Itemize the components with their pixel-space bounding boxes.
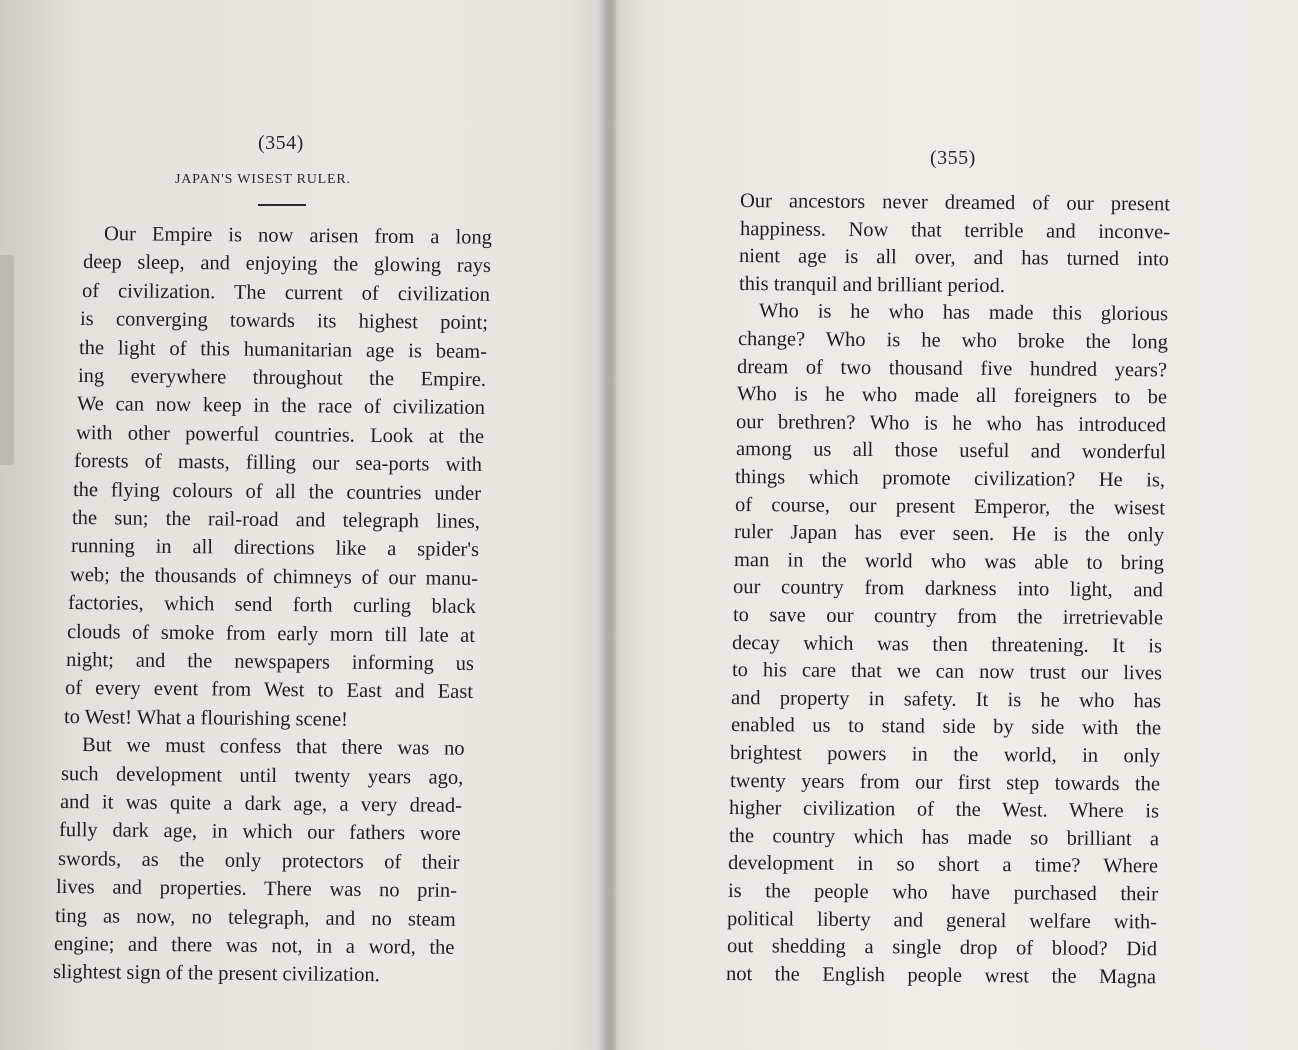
text-line: political liberty and general welfare with- xyxy=(726,907,1158,933)
text-line: this tranquil and brilliant period. xyxy=(738,272,1005,297)
text-line: change? Who is he who broke the long xyxy=(737,328,1168,354)
text-line: forests of masts, filling our sea-ports with xyxy=(74,450,483,477)
text-line: the country which has made so brilliant a xyxy=(728,824,1159,851)
text-line: of civilization. The current of civilization xyxy=(81,279,490,306)
text-line: web; the thousands of chimneys of our manu- xyxy=(69,563,478,590)
text-line: of every event from West to East and East xyxy=(64,677,473,704)
text-line: But we must confess that there was no xyxy=(82,734,466,760)
text-line: decay which was then threatening. It is xyxy=(731,631,1163,657)
text-line: such development until twenty years ago, xyxy=(61,762,464,789)
text-line: things which promote civilization? He is, xyxy=(734,466,1166,492)
text-line: happiness. Now that terrible and inconve- xyxy=(739,217,1170,243)
text-line: Who is he who has made this glorious xyxy=(758,300,1169,326)
text-line: is converging towards its highest point; xyxy=(80,308,489,335)
text-line: and property in safety. It is he who has xyxy=(730,686,1162,713)
text-line: and it was quite a dark age, a very dread- xyxy=(59,791,463,817)
text-line: brightest powers in the world, in only xyxy=(729,742,1161,768)
text-line: higher civilization of the West. Where is xyxy=(728,797,1160,823)
text-line: the sun; the rail-road and telegraph lines, xyxy=(71,507,481,533)
text-line: man in the world who was able to bring xyxy=(733,548,1164,575)
text-line: ting as now, no telegraph, and no steam xyxy=(55,904,457,931)
text-line: our country from darkness into light, and xyxy=(732,576,1164,602)
text-line: running in all directions like a spider's xyxy=(70,535,479,562)
text-line: slightest sign of the present civilization. xyxy=(52,961,380,987)
text-line: to save our country from the irretrievable xyxy=(732,604,1163,630)
text-line: twenty years from our first step towards the xyxy=(729,769,1160,795)
text-line: We can now keep in the race of civilization xyxy=(76,393,485,420)
text-line: the light of this humanitarian age is beam- xyxy=(79,336,488,363)
text-line: nient age is all over, and has turned into xyxy=(738,245,1170,271)
title-rule xyxy=(258,204,306,206)
text-line: dream of two thousand five hundred years? xyxy=(736,355,1168,381)
text-line: development in so short a time? Where xyxy=(727,852,1159,878)
text-line: with other powerful countries. Look at the xyxy=(75,421,484,448)
chapter-title: JAPAN'S WISEST RULER. xyxy=(175,172,351,187)
text-line: not the English people wrest the Magna xyxy=(725,962,1157,989)
text-line: clouds of smoke from early morn till late at xyxy=(67,620,476,647)
text-line: ing everywhere throughout the Empire. xyxy=(77,365,487,391)
text-line: deep sleep, and enjoying the glowing rays xyxy=(82,251,491,278)
page-number-right: (355) xyxy=(930,147,976,169)
text-line: to West! What a flourishing scene! xyxy=(63,705,348,731)
text-line: out shedding a single drop of blood? Did xyxy=(726,935,1157,961)
left-page xyxy=(0,0,600,1050)
text-line: to his care that we can now trust our lives xyxy=(731,659,1162,685)
text-line: is the people who have purchased their xyxy=(727,880,1158,906)
text-line: Our Empire is now arisen from a long xyxy=(103,223,493,249)
text-line: engine; and there was not, in a word, the xyxy=(53,933,455,959)
text-line: Our ancestors never dreamed of our present xyxy=(739,190,1171,216)
text-line: of course, our present Emperor, the wisest xyxy=(734,493,1165,519)
page-number-left: (354) xyxy=(258,132,304,154)
text-line: enabled us to stand side by side with the xyxy=(730,714,1161,740)
text-line: ruler Japan has ever seen. He is the only xyxy=(733,521,1165,547)
text-line: swords, as the only protectors of their xyxy=(57,847,460,874)
text-line: fully dark age, in which our fathers wore xyxy=(58,819,461,846)
text-line: the flying colours of all the countries under xyxy=(73,478,482,505)
text-line: among us all those useful and wonderful xyxy=(735,438,1166,464)
text-line: lives and properties. There was no prin- xyxy=(56,876,458,903)
text-line: Who is he who made all foreigners to be xyxy=(736,383,1167,409)
text-line: night; and the newspapers informing us xyxy=(65,649,475,675)
right-page xyxy=(610,0,1298,1050)
text-line: our brethren? Who is he who has introduced xyxy=(735,410,1167,437)
text-line: factories, which send forth curling black xyxy=(68,592,477,619)
